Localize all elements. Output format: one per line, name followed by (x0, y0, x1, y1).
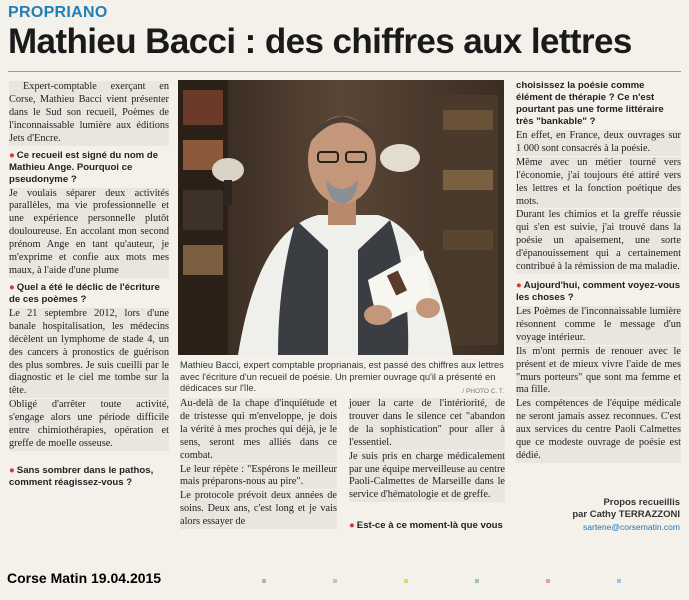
answer-paragraph: Je suis pris en charge médicalement par une équipe merveilleuse au centre Paoli-Calmettes de Marseille dans le service d'hématologie et de greffe. (349, 450, 505, 501)
signoff-label: Propos recueillis (603, 497, 680, 508)
intro-paragraph: Expert-comptable exerçant en Corse, Mathieu Bacci vient présenter dans le Sud son recueil, Poèmes de l'inconnaissable lumière aux éditions Jets d'Encre. (9, 81, 169, 144)
column-2 (180, 398, 337, 530)
header-rule (8, 71, 681, 72)
column-3 (349, 398, 505, 534)
question-pseudonym: ● Ce recueil est signé du nom de Mathieu Ange. Pourquoi ce pseudonyme ? (9, 149, 159, 185)
answer-paragraph: jouer la carte de l'intériorité, de trouver dans le silence cet "abandon de la sophistication" pour aller à l'essentiel. (349, 398, 505, 448)
answer-paragraph: Au-delà de la chape d'inquiétude et de tristesse qui m'enveloppe, je dois la vérité à mes proches qui déjà, je le sens, seront mes alliés dans ce combat. (180, 398, 337, 461)
question-trigger: ● Quel a été le déclic de l'écriture de ces poèmes ? (9, 281, 160, 305)
answer-paragraph: Les Poèmes de l'inconnaissable lumière résonnent comme le message d'un voyage intérieur. (516, 305, 681, 343)
question-text: Sans sombrer dans le pathos, comment réagissez-vous ? (9, 464, 154, 488)
answer-paragraph: Les compétences de l'équipe médicale ne seront jamais assez reconnues. C'est aux services du centre Paoli Calmettes que ce modeste ouvrage de poésie est dédié. (516, 398, 681, 461)
headline: Mathieu Bacci : des chiffres aux lettres (8, 22, 632, 61)
column-1 (9, 81, 169, 491)
answer-paragraph: Ils m'ont permis de renouer avec le présent et de mieux vivre l'aide de mes "murs porteurs" que sont ma femme et ma fille. (516, 345, 681, 396)
caption-text: Mathieu Bacci, expert comptable proprianais, est passé des chiffres aux lettres avec l'écriture d'un recueil de poésie. Un premier ouvrage qu'il a présenté en dédicaces sur l'île. (180, 360, 504, 393)
signoff (520, 497, 680, 533)
question-text: choisissez la poésie comme élément de thérapie ? Ce n'est pourtant pas une forme littéraire très "bankable" ? (516, 80, 664, 127)
question-pathos: ● Sans sombrer dans le pathos, comment réagissez-vous ? (9, 464, 154, 488)
question-text: Aujourd'hui, comment voyez-vous les choses ? (516, 279, 681, 303)
section-label: PROPRIANO (8, 4, 108, 21)
photo-illustration (178, 80, 504, 355)
answer-paragraph: Durant les chimios et la greffe réussie qui s'en est suivie, j'ai trouvé dans la poésie un apaisement, une sorte d'épanouissement qui a certainement contribué à la rémission de ma maladie. (516, 209, 681, 273)
answer-paragraph: Obligé d'arrêter toute activité, s'engage alors une période difficile entre chimiothérapies, opération et greffe de moelle osseuse. (9, 399, 169, 449)
question-text: Quel a été le déclic de l'écriture de ces poèmes ? (9, 281, 160, 305)
question-text: Ce recueil est signé du nom de Mathieu Ange. Pourquoi ce pseudonyme ? (9, 149, 159, 185)
signoff-author: par Cathy TERRAZZONI (572, 509, 680, 520)
answer-paragraph: Le leur répète : "Espérons le meilleur mais préparons-nous au pire". (180, 463, 337, 488)
answer-paragraph: En effet, en France, deux ouvrages sur 1 000 sont consacrés à la poésie. (516, 130, 681, 154)
portrait-photo (178, 80, 504, 355)
source-label: Corse Matin 19.04.2015 (7, 570, 162, 586)
question-moment: ● Est-ce à ce moment-là que vous (349, 520, 503, 532)
question-therapy (516, 80, 681, 128)
question-today: ● Aujourd'hui, comment voyez-vous les choses ? (516, 279, 681, 303)
answer-paragraph: Le 21 septembre 2012, lors d'une banale hospitalisation, les médecins décèlent un lymphome de stade 4, un des cancers à pronostics de guérison des plus sombres. Je suis cueilli par le diagnostic et le ciel me tombe sur la tête. (9, 307, 169, 397)
signoff-email[interactable]: sartene@corsematin.com (583, 522, 680, 532)
question-text: Est-ce à ce moment-là que vous (356, 520, 503, 532)
answer-paragraph: Je voulais séparer deux activités parallèles, ma vie professionnelle et une expérience personnelle plutôt douloureuse. En accolant mon second prénom Ange en tant qu'auteur, je m'exprime et confie aux mots mes maux, à l'aide d'une plume (9, 187, 169, 276)
photo-caption (180, 360, 504, 398)
photo-credit: / PHOTO C. T. (462, 388, 504, 395)
answer-paragraph: Même avec un métier tourné vers l'économie, j'ai toujours été attiré vers les lettres et la fonction poétique des mots. (516, 156, 681, 207)
column-4 (516, 80, 681, 464)
answer-paragraph: Le protocole prévoit deux années de soins. Deux ans, c'est long et je vais alors essayer de (180, 490, 337, 528)
